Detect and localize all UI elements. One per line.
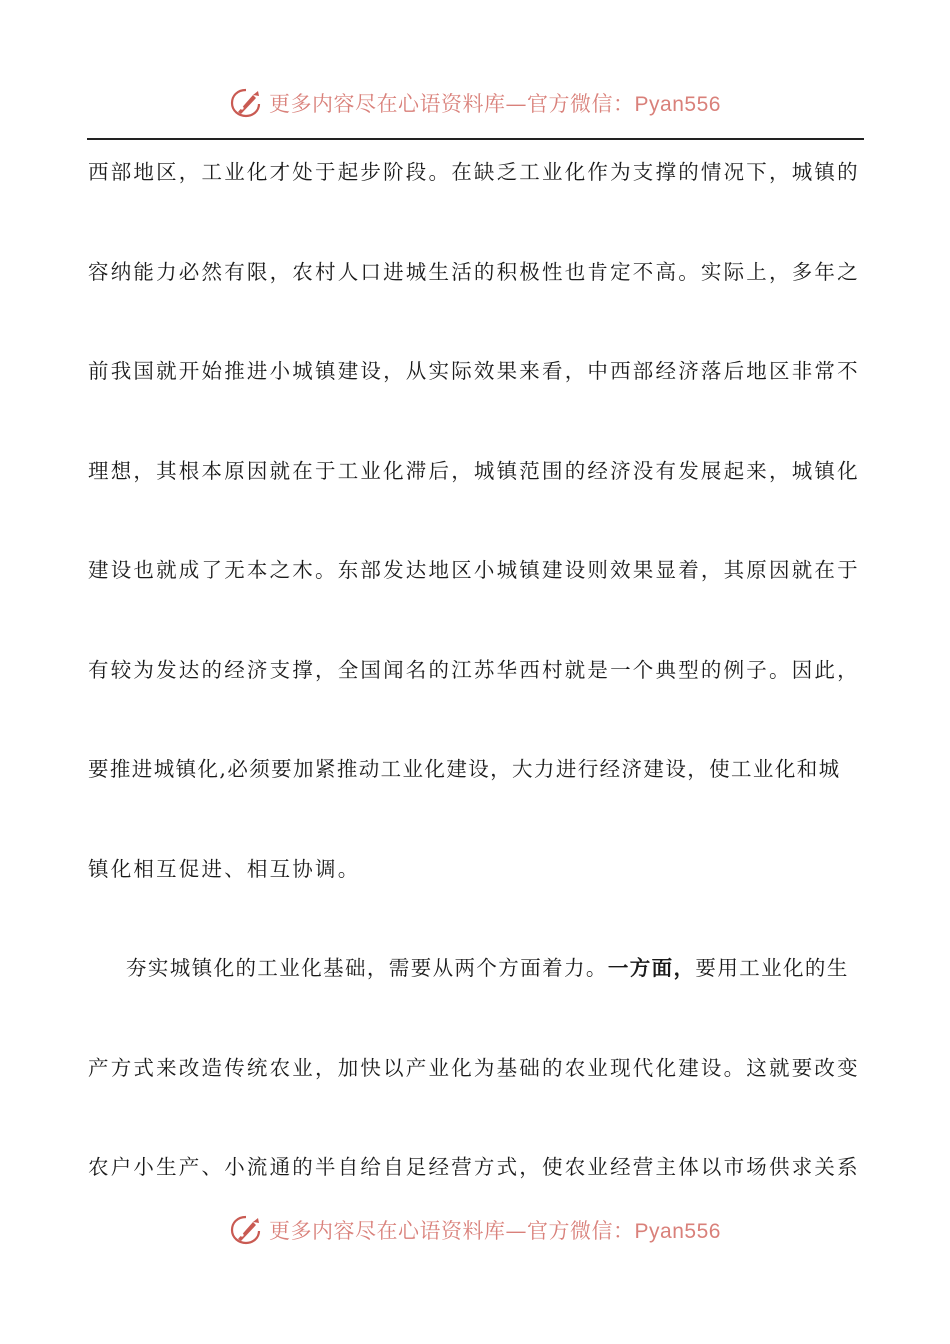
- paragraph-line: 理想，其根本原因就在于工业化滞后，城镇范围的经济没有发展起来，城镇化: [88, 458, 860, 483]
- bold-emphasis: 一方面，: [607, 956, 696, 980]
- paragraph-line: 建设也就成了无本之木。东部发达地区小城镇建设则效果显着，其原因就在于: [88, 558, 860, 582]
- paragraph-text: 要用工业化的生: [695, 956, 849, 980]
- watermark-text: 更多内容尽在心语资料库—官方微信：Pyan556: [269, 1219, 721, 1243]
- paragraph-line: 有较为发达的经济支撑，全国闻名的江苏华西村就是一个典型的例子。因此，: [88, 657, 860, 682]
- header-watermark: [0, 80, 950, 126]
- paragraph-line: 要推进城镇化,必须要加紧推动工业化建设，大力进行经济建设，使工业化和城: [88, 757, 841, 781]
- paragraph-line: 前我国就开始推进小城镇建设，从实际效果来看，中西部经济落后地区非常不: [88, 359, 860, 383]
- paragraph-line: 容纳能力必然有限，农村人口进城生活的积极性也肯定不高。实际上，多年之: [88, 259, 860, 284]
- footer-watermark: [0, 1207, 950, 1253]
- header-divider: [87, 138, 864, 140]
- pen-nib-swirl-logo-icon: [229, 86, 263, 120]
- paragraph-line: 农户小生产、小流通的半自给自足经营方式，使农业经营主体以市场供求关系: [88, 1155, 860, 1179]
- paragraph-first-line: [88, 944, 863, 1044]
- paragraph-line: 产方式来改造传统农业，加快以产业化为基础的农业现代化建设。这就要改变: [88, 1055, 860, 1080]
- pen-nib-swirl-logo-icon: [229, 1213, 263, 1247]
- paragraph-text: 夯实城镇化的工业化基础，需要从两个方面着力。: [126, 956, 608, 980]
- watermark-handle: Pyan556: [634, 93, 721, 116]
- watermark-text: 更多内容尽在心语资料库—官方微信：Pyan556: [269, 92, 721, 116]
- paragraph-line: 镇化相互促进、相互协调。: [88, 856, 361, 881]
- watermark-handle: Pyan556: [634, 1220, 721, 1243]
- paragraph-line: 西部地区，工业化才处于起步阶段。在缺乏工业化作为支撑的情况下，城镇的: [88, 160, 860, 184]
- document-body: [88, 148, 863, 1243]
